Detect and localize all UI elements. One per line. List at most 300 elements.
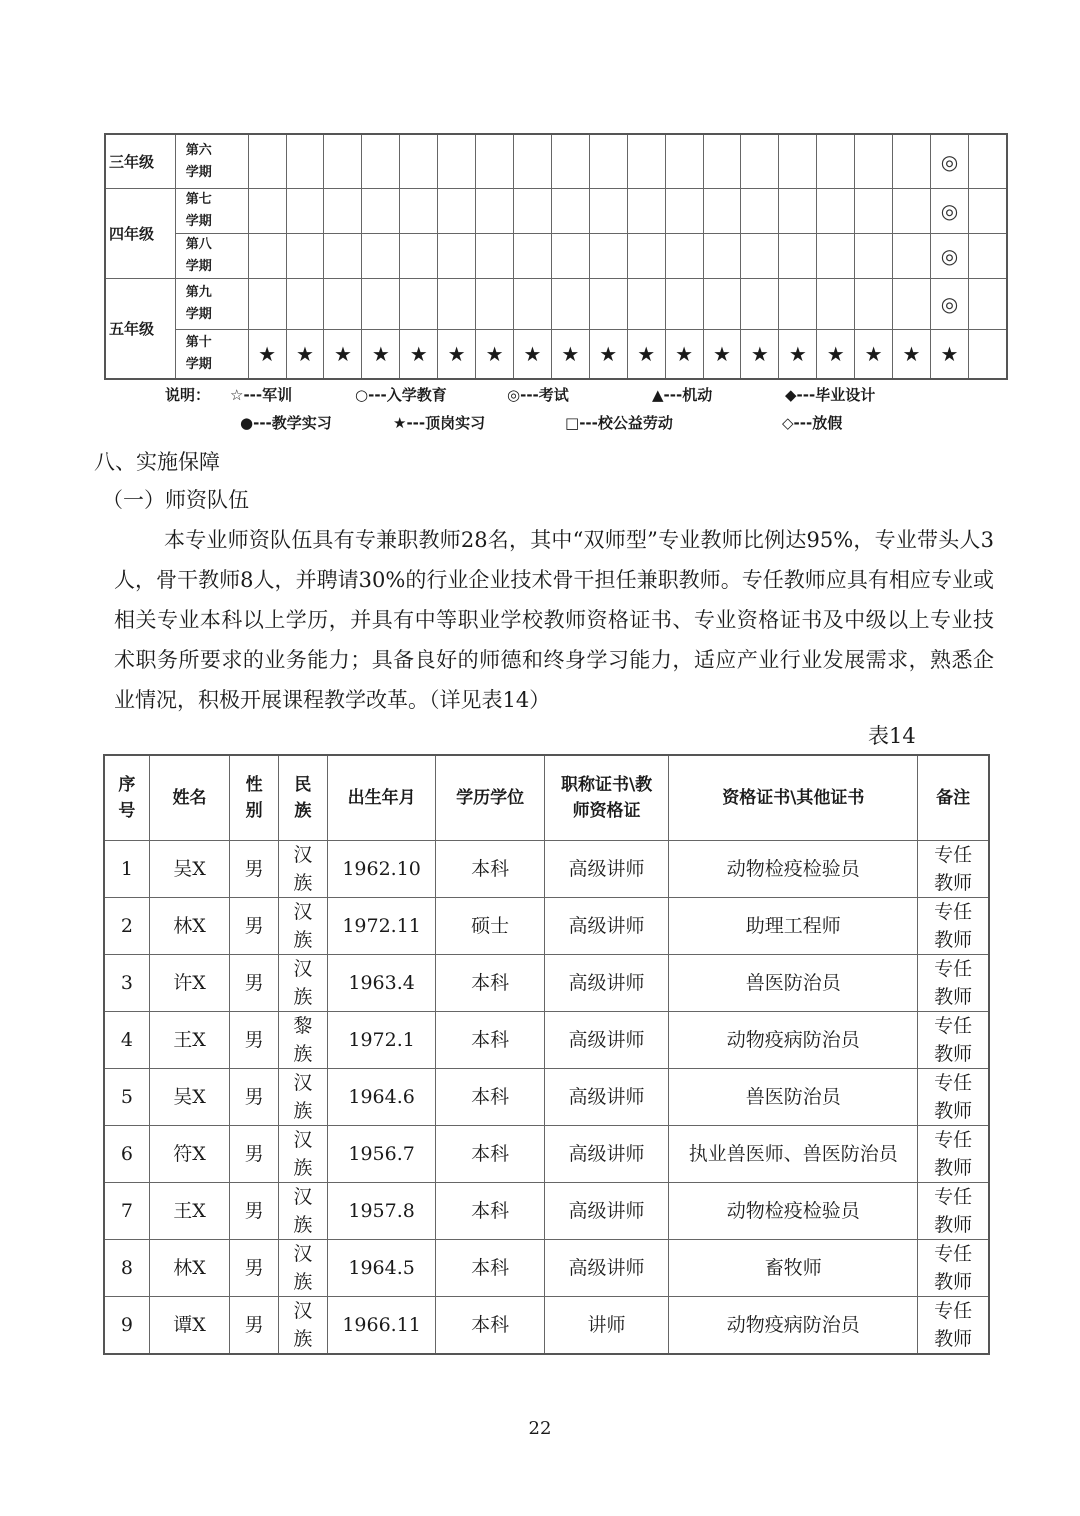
week-cell: ★ — [779, 330, 817, 380]
legend-item: ▲---机动 — [652, 386, 713, 404]
week-cell — [741, 189, 779, 234]
table-cell — [436, 1183, 544, 1240]
table-cell — [669, 1297, 918, 1355]
week-cell: ★ — [476, 330, 514, 380]
semester-label — [175, 279, 248, 330]
cell-text: 本科 — [471, 1029, 510, 1051]
table-cell — [544, 955, 669, 1012]
table-cell — [669, 841, 918, 898]
table-cell — [327, 1240, 436, 1297]
cell-text: 王X — [173, 1200, 206, 1222]
schedule-row — [105, 330, 1007, 380]
table-cell — [918, 1297, 989, 1355]
table-cell — [669, 1183, 918, 1240]
schedule-row — [105, 234, 1007, 279]
table-row — [104, 898, 989, 955]
cell-text: 硕士 — [471, 915, 510, 937]
table-label: 表14 — [868, 724, 916, 748]
table-cell — [104, 841, 149, 898]
cell-text: 本科 — [471, 972, 510, 994]
cell-text: 高级讲师 — [568, 1086, 645, 1108]
cell-text: 1964.5 — [348, 1257, 415, 1279]
week-cell: ★ — [893, 330, 931, 380]
table-row — [104, 841, 989, 898]
week-cell — [514, 134, 552, 189]
cell-text: 汉族 — [293, 1186, 313, 1236]
legend-symbol: ☆ — [230, 386, 244, 404]
week-cell — [438, 134, 476, 189]
cell-text: 动物疫病防治员 — [726, 1314, 860, 1336]
table-cell — [327, 1183, 436, 1240]
table-cell — [669, 1240, 918, 1297]
cell-text: 专任教师 — [934, 1072, 973, 1122]
table-cell — [149, 1126, 229, 1183]
week-cell: ★ — [665, 330, 703, 380]
cell-text: 男 — [244, 1029, 264, 1051]
cell-text: 兽医防治员 — [745, 972, 841, 994]
teaching-schedule-table — [104, 133, 1008, 380]
cell-text: 高级讲师 — [568, 1029, 645, 1051]
week-cell — [286, 189, 324, 234]
legend-item: □---校公益劳动 — [565, 414, 673, 432]
table-cell — [278, 1240, 327, 1297]
cell-text: 专任教师 — [934, 901, 973, 951]
table-cell — [918, 841, 989, 898]
cell-text: 1966.11 — [342, 1314, 421, 1336]
cell-text: 7 — [120, 1200, 133, 1222]
week-cell — [893, 279, 931, 330]
table-cell — [230, 1069, 279, 1126]
column-header-text: 资格证书\其他证书 — [722, 788, 865, 808]
table-cell — [669, 1126, 918, 1183]
week-cell — [665, 279, 703, 330]
legend-symbol: ○ — [355, 386, 369, 404]
column-header-text: 序号 — [118, 775, 136, 821]
week-cell — [362, 234, 400, 279]
cell-text: 本科 — [471, 1314, 510, 1336]
week-cell — [968, 189, 1007, 234]
week-cell — [438, 189, 476, 234]
week-cell: ◎ — [930, 279, 968, 330]
week-cell — [589, 134, 627, 189]
schedule-row — [105, 134, 1007, 189]
week-cell — [665, 234, 703, 279]
table-cell — [149, 1012, 229, 1069]
week-cell — [779, 234, 817, 279]
table-cell — [278, 1183, 327, 1240]
cell-text: 男 — [244, 1143, 264, 1165]
column-header — [436, 755, 544, 841]
cell-text: 汉族 — [293, 1072, 313, 1122]
legend-item: ★---顶岗实习 — [393, 414, 486, 432]
cell-text: 9 — [120, 1314, 133, 1336]
column-header — [669, 755, 918, 841]
cell-text: 高级讲师 — [568, 972, 645, 994]
week-cell — [703, 189, 741, 234]
week-cell — [551, 279, 589, 330]
table-cell — [669, 1069, 918, 1126]
week-cell — [476, 134, 514, 189]
legend-title: 说明： — [165, 386, 211, 404]
week-cell — [514, 279, 552, 330]
week-cell: ★ — [627, 330, 665, 380]
cell-text: 男 — [244, 858, 264, 880]
semester-text: 第九学期 — [185, 285, 212, 322]
table-cell — [230, 898, 279, 955]
week-cell — [855, 234, 893, 279]
week-cell: ★ — [248, 330, 286, 380]
column-header — [278, 755, 327, 841]
week-cell — [514, 234, 552, 279]
cell-text: 动物检疫检验员 — [726, 1200, 860, 1222]
cell-text: 高级讲师 — [568, 1200, 645, 1222]
cell-text: 高级讲师 — [568, 1257, 645, 1279]
semester-text: 第七学期 — [185, 192, 212, 229]
table-cell — [230, 1126, 279, 1183]
cell-text: 1962.10 — [342, 858, 421, 880]
semester-label — [175, 134, 248, 189]
table-cell — [436, 1012, 544, 1069]
column-header — [544, 755, 669, 841]
week-cell — [286, 234, 324, 279]
table-cell — [918, 1240, 989, 1297]
semester-label — [175, 189, 248, 234]
week-cell — [855, 279, 893, 330]
week-cell — [968, 134, 1007, 189]
week-cell — [476, 279, 514, 330]
week-cell: ★ — [817, 330, 855, 380]
table-cell — [918, 1069, 989, 1126]
cell-text: 男 — [244, 1200, 264, 1222]
table-cell — [230, 1297, 279, 1355]
cell-text: 畜牧师 — [764, 1257, 822, 1279]
week-cell — [362, 279, 400, 330]
cell-text: 谭X — [173, 1314, 206, 1336]
week-cell — [817, 189, 855, 234]
cell-text: 1963.4 — [348, 972, 415, 994]
table-cell — [230, 841, 279, 898]
column-header-text: 备注 — [936, 788, 971, 808]
table-cell — [669, 898, 918, 955]
week-cell: ◎ — [930, 189, 968, 234]
week-cell — [514, 189, 552, 234]
week-cell — [551, 189, 589, 234]
cell-text: 讲师 — [587, 1314, 626, 1336]
week-cell — [703, 279, 741, 330]
week-cell — [817, 134, 855, 189]
table-cell — [436, 1126, 544, 1183]
table-cell — [104, 1297, 149, 1355]
legend-symbol: ◎ — [507, 386, 521, 404]
week-cell — [779, 134, 817, 189]
table-cell — [149, 1183, 229, 1240]
week-cell — [741, 134, 779, 189]
table-cell — [436, 898, 544, 955]
table-cell — [278, 955, 327, 1012]
table-row — [104, 1126, 989, 1183]
week-cell — [627, 134, 665, 189]
grade-label: 五年级 — [105, 279, 175, 380]
week-cell — [400, 134, 438, 189]
cell-text: 1972.11 — [342, 915, 421, 937]
week-cell: ★ — [400, 330, 438, 380]
faculty-paragraph — [114, 520, 994, 720]
week-cell — [248, 234, 286, 279]
week-cell: ★ — [286, 330, 324, 380]
week-cell — [741, 279, 779, 330]
week-cell — [324, 189, 362, 234]
cell-text: 3 — [120, 972, 133, 994]
table-cell — [104, 1126, 149, 1183]
week-cell — [476, 234, 514, 279]
column-header — [918, 755, 989, 841]
legend-item: ☆---军训 — [230, 386, 293, 404]
week-cell — [438, 234, 476, 279]
cell-text: 5 — [120, 1086, 133, 1108]
table-row — [104, 1297, 989, 1355]
table-cell — [278, 1069, 327, 1126]
table-cell — [327, 955, 436, 1012]
table-cell — [436, 1069, 544, 1126]
week-cell — [968, 279, 1007, 330]
cell-text: 林X — [173, 915, 206, 937]
week-cell — [324, 279, 362, 330]
week-cell: ★ — [514, 330, 552, 380]
table-cell — [436, 1240, 544, 1297]
legend-item: ◇---放假 — [782, 414, 843, 432]
cell-text: 4 — [120, 1029, 133, 1051]
week-cell — [779, 279, 817, 330]
cell-text: 男 — [244, 915, 264, 937]
cell-text: 男 — [244, 1086, 264, 1108]
cell-text: 黎族 — [293, 1015, 313, 1065]
table-cell — [104, 955, 149, 1012]
cell-text: 专任教师 — [934, 1186, 973, 1236]
table-cell — [327, 1297, 436, 1355]
legend-symbol: ◆ — [785, 386, 797, 404]
week-cell — [817, 279, 855, 330]
week-cell — [627, 234, 665, 279]
legend-symbol: □ — [565, 414, 580, 432]
column-header-text: 学历学位 — [456, 788, 525, 808]
table-row — [104, 955, 989, 1012]
schedule-row — [105, 279, 1007, 330]
table-cell — [436, 841, 544, 898]
cell-text: 许X — [173, 972, 206, 994]
cell-text: 符X — [173, 1143, 206, 1165]
table-cell — [327, 1126, 436, 1183]
cell-text: 助理工程师 — [745, 915, 841, 937]
table-cell — [669, 1012, 918, 1069]
legend-item: ◆---毕业设计 — [785, 386, 876, 404]
table-cell — [436, 955, 544, 1012]
table-cell — [149, 1240, 229, 1297]
semester-text: 第六学期 — [185, 142, 212, 180]
cell-text: 专任教师 — [934, 1300, 973, 1350]
week-cell — [968, 330, 1007, 380]
column-header-text: 职称证书\教师资格证 — [560, 775, 653, 821]
table-cell — [918, 1126, 989, 1183]
table-cell — [149, 841, 229, 898]
table-cell — [544, 1069, 669, 1126]
table-cell — [327, 1012, 436, 1069]
week-cell — [893, 134, 931, 189]
cell-text: 执业兽医师、兽医防治员 — [688, 1143, 898, 1165]
table-cell — [230, 1183, 279, 1240]
cell-text: 6 — [120, 1143, 133, 1165]
week-cell — [703, 134, 741, 189]
cell-text: 专任教师 — [934, 1015, 973, 1065]
table-row — [104, 1012, 989, 1069]
cell-text: 专任教师 — [934, 958, 973, 1008]
cell-text: 专任教师 — [934, 1243, 973, 1293]
week-cell — [741, 234, 779, 279]
cell-text: 汉族 — [293, 958, 313, 1008]
cell-text: 动物疫病防治员 — [726, 1029, 860, 1051]
week-cell — [286, 134, 324, 189]
cell-text: 专任教师 — [934, 1129, 973, 1179]
week-cell — [665, 189, 703, 234]
grade-label: 四年级 — [105, 189, 175, 279]
semester-text: 第十学期 — [185, 335, 212, 372]
table-cell — [149, 898, 229, 955]
week-cell — [589, 189, 627, 234]
week-cell — [248, 134, 286, 189]
table-cell — [918, 898, 989, 955]
legend-symbol: ◇ — [782, 414, 794, 432]
cell-text: 2 — [120, 915, 133, 937]
table-cell — [149, 1069, 229, 1126]
table-row — [104, 1069, 989, 1126]
week-cell: ★ — [741, 330, 779, 380]
week-cell — [438, 279, 476, 330]
cell-text: 1956.7 — [348, 1143, 415, 1165]
week-cell — [968, 234, 1007, 279]
week-cell: ★ — [930, 330, 968, 380]
cell-text: 兽医防治员 — [745, 1086, 841, 1108]
legend-symbol: ● — [240, 414, 254, 432]
week-cell — [324, 234, 362, 279]
week-cell: ★ — [855, 330, 893, 380]
cell-text: 1 — [120, 858, 133, 880]
table-cell — [230, 1012, 279, 1069]
column-header-text: 民族 — [294, 775, 312, 821]
cell-text: 高级讲师 — [568, 1143, 645, 1165]
legend-item: ○---入学教育 — [355, 386, 447, 404]
column-header — [149, 755, 229, 841]
cell-text: 男 — [244, 1314, 264, 1336]
week-cell — [627, 279, 665, 330]
cell-text: 男 — [244, 972, 264, 994]
cell-text: 高级讲师 — [568, 915, 645, 937]
week-cell — [551, 134, 589, 189]
week-cell — [551, 234, 589, 279]
cell-text: 8 — [120, 1257, 133, 1279]
faculty-table — [103, 754, 990, 1355]
table-cell — [544, 1240, 669, 1297]
week-cell — [248, 279, 286, 330]
cell-text: 本科 — [471, 1086, 510, 1108]
week-cell — [779, 189, 817, 234]
table-cell — [544, 1012, 669, 1069]
column-header-text: 出生年月 — [347, 788, 416, 808]
cell-text: 男 — [244, 1257, 264, 1279]
cell-text: 本科 — [471, 858, 510, 880]
table-cell — [104, 1012, 149, 1069]
table-cell — [230, 955, 279, 1012]
table-cell — [149, 1297, 229, 1355]
table-cell — [278, 898, 327, 955]
cell-text: 汉族 — [293, 1243, 313, 1293]
cell-text: 本科 — [471, 1257, 510, 1279]
week-cell: ★ — [589, 330, 627, 380]
week-cell: ◎ — [930, 134, 968, 189]
table-cell — [436, 1297, 544, 1355]
paragraph-text: 本专业师资队伍具有专兼职教师28名，其中“双师型”专业教师比例达95%，专业带头人3人，骨干教师8人，并聘请30%的行业企业技术骨干担任兼职教师。专任教师应具有相应专业或相关专业本科以上学历，并具有中等职业学校教师资格证书、专业资格证书及中级以上专业技术职务所要求的业务能力；具备良好的师德和终身学习能力，适应产业行业发展需求，熟悉企业情况，积极开展课程教学改革。（详见表14） — [114, 528, 994, 712]
table-cell — [104, 1183, 149, 1240]
week-cell — [589, 234, 627, 279]
page-number: 22 — [528, 1418, 552, 1439]
cell-text: 本科 — [471, 1200, 510, 1222]
table-cell — [544, 1126, 669, 1183]
week-cell — [400, 279, 438, 330]
legend-symbol: ★ — [393, 414, 407, 432]
week-cell — [400, 189, 438, 234]
table-cell — [544, 1297, 669, 1355]
week-cell — [855, 134, 893, 189]
column-header-text: 姓名 — [172, 788, 207, 808]
column-header-text: 性别 — [245, 775, 263, 821]
cell-text: 汉族 — [293, 1129, 313, 1179]
week-cell — [400, 234, 438, 279]
week-cell: ★ — [362, 330, 400, 380]
week-cell — [286, 279, 324, 330]
cell-text: 动物检疫检验员 — [726, 858, 860, 880]
legend-item: ◎---考试 — [507, 386, 569, 404]
cell-text: 高级讲师 — [568, 858, 645, 880]
table-cell — [327, 841, 436, 898]
week-cell: ★ — [703, 330, 741, 380]
table-cell — [278, 841, 327, 898]
cell-text: 王X — [173, 1029, 206, 1051]
cell-text: 1957.8 — [348, 1200, 415, 1222]
table-cell — [278, 1126, 327, 1183]
table-cell — [918, 1183, 989, 1240]
week-cell — [589, 279, 627, 330]
section-heading: 八、实施保障 — [94, 450, 220, 474]
subsection-heading: （一）师资队伍 — [102, 488, 249, 512]
table-cell — [918, 955, 989, 1012]
week-cell — [855, 189, 893, 234]
table-cell — [104, 1240, 149, 1297]
week-cell — [893, 189, 931, 234]
week-cell — [362, 134, 400, 189]
week-cell: ◎ — [930, 234, 968, 279]
table-cell — [278, 1012, 327, 1069]
table-cell — [327, 898, 436, 955]
cell-text: 本科 — [471, 1143, 510, 1165]
table-cell — [149, 955, 229, 1012]
week-cell — [703, 234, 741, 279]
cell-text: 汉族 — [293, 1300, 313, 1350]
schedule-row — [105, 189, 1007, 234]
table-cell — [544, 841, 669, 898]
week-cell: ★ — [438, 330, 476, 380]
table-row — [104, 1240, 989, 1297]
table-cell — [327, 1069, 436, 1126]
cell-text: 林X — [173, 1257, 206, 1279]
week-cell — [665, 134, 703, 189]
